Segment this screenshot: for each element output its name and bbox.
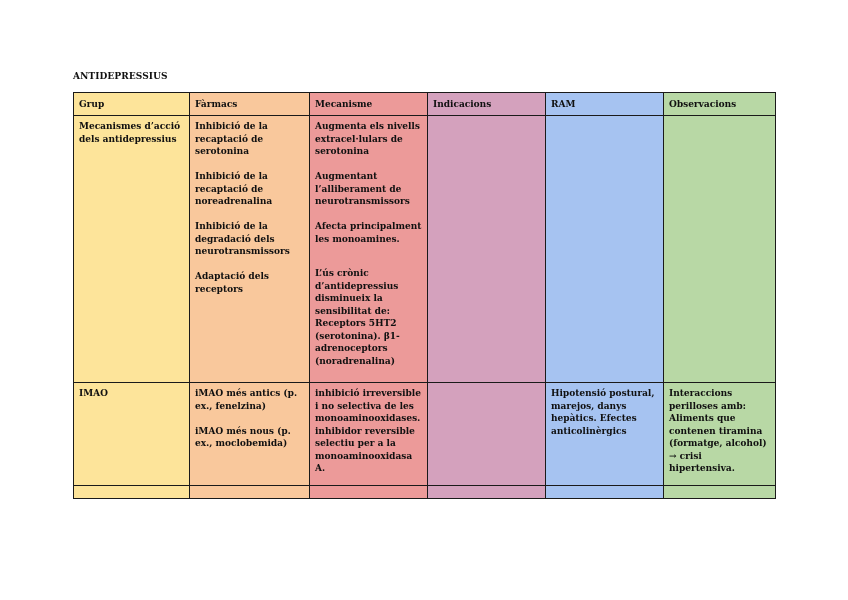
- cell-ram: [546, 116, 664, 383]
- cell-paragraph: Augmentant l’alliberament de neurotransmissors: [315, 172, 410, 207]
- cell-empty: [664, 486, 776, 499]
- header-indicacions: Indicacions: [428, 93, 546, 116]
- drug-class-text: ): [283, 439, 288, 449]
- drug-class-text: iMAO més antics (p. ex.,: [195, 389, 298, 412]
- cell-empty: [428, 486, 546, 499]
- cell-indicacions: [428, 116, 546, 383]
- cell-grup: IMAO: [74, 383, 190, 486]
- header-observacions: Observacions: [664, 93, 776, 116]
- cell-paragraph: [195, 388, 304, 413]
- cell-paragraph: Augmenta els nivells extracel·lulars de serotonina: [315, 122, 420, 157]
- cell-paragraph: Adaptació dels receptors: [195, 272, 269, 295]
- cell-paragraph: Inhibició de la recaptació de serotonina: [195, 122, 268, 157]
- cell-observacions: [664, 116, 776, 383]
- drug-name: moclobemida: [215, 439, 284, 449]
- cell-empty: [190, 486, 310, 499]
- document-title: ANTIDEPRESSIUS: [73, 72, 168, 82]
- table-row: [74, 486, 776, 499]
- cell-empty: [310, 486, 428, 499]
- table-row: [74, 116, 776, 383]
- cell-empty: [546, 486, 664, 499]
- cell-grup: Mecanismes d’acció dels antidepressius: [74, 116, 190, 383]
- header-ram: RAM: [546, 93, 664, 116]
- cell-paragraph: L’ús crònic d’antidepressius disminueix la sensibilitat de: Receptors 5HT2 (serotonina). β1-adrenoceptors (noradrenalina): [315, 269, 400, 367]
- cell-paragraph: Inhibició de la degradació dels neurotransmissors: [195, 222, 290, 257]
- cell-observacions: Interaccions perilloses amb: Aliments que contenen tiramina (formatge, alcohol) → crisi hipertensiva.: [664, 383, 776, 486]
- cell-ram: Hipotensió postural, marejos, danys hepàtics. Efectes anticolinèrgics: [546, 383, 664, 486]
- cell-paragraph: Afecta principalment les monoamines.: [315, 222, 422, 245]
- drug-class-text: ): [261, 401, 266, 412]
- cell-mecanisme: [310, 116, 428, 383]
- cell-mecanisme: inhibició irreversible i no selectiva de les monoaminooxidases. inhibidor reversible selectiu per a la monoaminooxidasa A.: [310, 383, 428, 486]
- cell-empty: [74, 486, 190, 499]
- table-row: [74, 383, 776, 486]
- header-grup: Grup: [74, 93, 190, 116]
- header-farmacs: Fàrmacs: [190, 93, 310, 116]
- cell-farmacs: [190, 116, 310, 383]
- cell-paragraph: Inhibició de la recaptació de noreadrenalina: [195, 172, 273, 207]
- antidepressants-table: [73, 92, 776, 499]
- cell-farmacs: [190, 383, 310, 486]
- table-header-row: [74, 93, 776, 116]
- cell-paragraph: [195, 426, 304, 451]
- cell-indicacions: [428, 383, 546, 486]
- drug-name: fenelzina: [215, 401, 262, 412]
- header-mecanisme: Mecanisme: [310, 93, 428, 116]
- drug-class-text: iMAO més nous (p. ex.,: [195, 426, 291, 449]
